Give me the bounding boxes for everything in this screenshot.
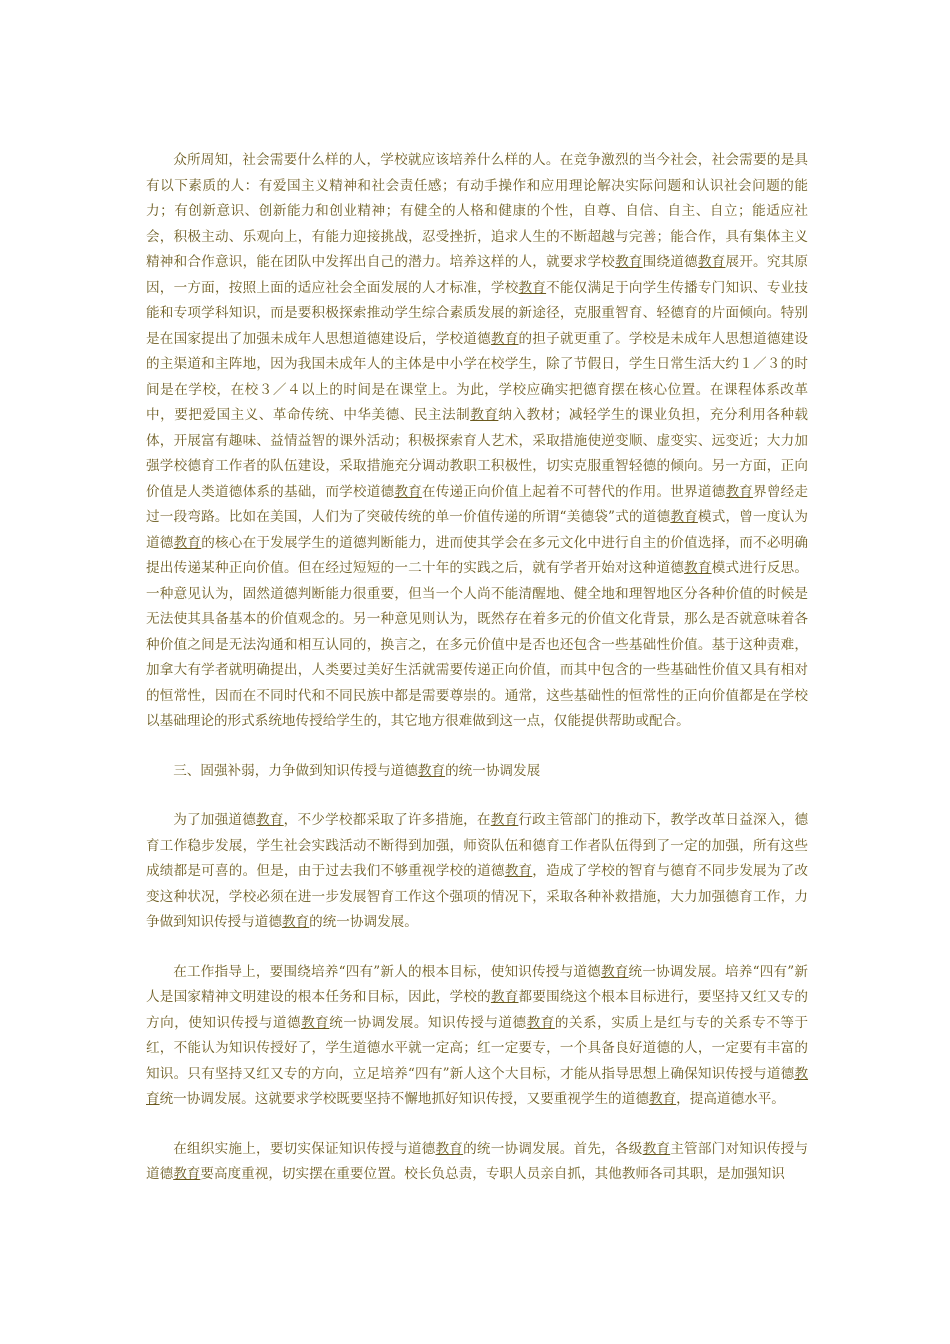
text-run: 统一协调发展。培养“四有”新人是国家精神文明建设的根本任务和目标，因此，学校的: [146, 963, 809, 1005]
text-run: 展开。究其原因，一方面，按照上面的适应社会全面发展的人才标准，学校: [146, 254, 809, 296]
text-run: 在组织实施上，要切实保证知识传授与道德: [173, 1140, 436, 1157]
keyword-link[interactable]: 教育: [470, 407, 499, 423]
keyword-link[interactable]: 教育: [490, 330, 519, 347]
keyword-link[interactable]: 教育: [600, 963, 629, 980]
keyword-link[interactable]: 教育: [301, 1014, 330, 1031]
paragraph: [146, 960, 808, 1113]
keyword-link[interactable]: 教育: [173, 1166, 201, 1182]
text-run: 众所周知，社会需要什么样的人，学校就应该培养什么样的人。在竞争激烈的当今社会，社会需要的是具有以下素质的人：有爱国主义精神和社会责任感；有动手操作和应用理论解决实际问题和认识社会问题的能力；有创新意识、创新能力和创业精神；有健全的人格和健康的个性，自尊、自信、自主、自立；能适应社会，积极主动、乐观向上，有能力迎接挑战，忍受挫折，追求人生的不断超越与完善；能合作，具有集体主义精神和合作意识，能在团队中发挥出自己的潜力。培养这样的人，就要求学校: [146, 152, 808, 270]
paragraph-gap: [146, 735, 808, 759]
paragraph: [146, 1137, 808, 1188]
keyword-link[interactable]: 教育: [490, 989, 519, 1005]
text-run: 为了加强道德: [173, 812, 257, 828]
keyword-link[interactable]: 教育: [615, 254, 643, 270]
text-run: ，不少学校都采取了许多措施，在: [283, 812, 491, 828]
text-run: 要高度重视，切实摆在重要位置。校长负总责，专职人员亲自抓，其他教师各司其职，是加强知识: [200, 1166, 785, 1182]
keyword-link[interactable]: 教育: [435, 1140, 464, 1157]
text-run: 的统一协调发展。: [309, 914, 418, 930]
text-run: 的关系，实质上是红与专的关系专不等于红，不能认为知识传授好了，学生道德水平就一定高；红一定要专，一个具备良好道德的人，一定要有丰富的知识。只有坚持又红又专的方向，立足培养“四有”新人这个大目标，才能从指导思想上确保知识传授与道德: [146, 1014, 809, 1082]
text-run: 在工作指导上，要围绕培养“四有”新人的根本目标，使知识传授与道德: [173, 963, 601, 980]
text-run: 的统一协调发展: [445, 762, 541, 779]
keyword-link[interactable]: 教育: [146, 1065, 808, 1107]
text-run: 统一协调发展。这就要求学校既要坚持不懈地抓好知识传授，又要重视学生的道德: [159, 1091, 649, 1107]
keyword-link[interactable]: 教育: [417, 762, 446, 779]
keyword-link[interactable]: 教育: [281, 914, 310, 930]
keyword-link[interactable]: 教育: [684, 560, 712, 576]
section-heading: [146, 759, 808, 785]
text-run: 统一协调发展。知识传授与道德: [329, 1014, 527, 1031]
paragraph: [146, 148, 808, 735]
keyword-link[interactable]: 教育: [526, 1014, 555, 1031]
text-run: 模式，曾一度认为道德: [146, 509, 809, 551]
keyword-link[interactable]: 教育: [256, 812, 284, 828]
keyword-link[interactable]: 教育: [518, 279, 547, 296]
text-run: 在传递正向价值上起着不可替代的作用。世界道德: [421, 483, 726, 500]
text-run: 模式进行反思。一种意见认为，固然道德判断能力很重要，但当一个人尚不能清醒地、健全地和理智地区分各种价值的时候是无法使其具备基本的价值观念的。另一种意见则认为，既然存在着多元的价值文化背景，那么是否就意味着各种价值之间是无法沟通和相互认同的，换言之，在多元价值中是否也还包含一些基础性价值。基于这种责难，加拿大有学者就明确提出，人类要过美好生活就需要传递正向价值，而其中包含的一些基础性价值又具有相对的恒常性，因而在不同时代和不同民族中都是需要尊崇的。通常，这些基础性的恒常性的正向价值都是在学校以基础理论的形式系统地传授给学生的，其它地方很难做到这一点，仅能提供帮助或配合。: [146, 560, 809, 729]
text-run: 都要围绕这个根本目标进行，要坚持又红又专的方向，使知识传授与道德: [146, 989, 809, 1031]
text-run: ，提高道德水平。: [676, 1091, 785, 1107]
keyword-link[interactable]: 教育: [697, 254, 726, 270]
text-run: 纳入教材；减轻学生的课业负担，充分利用各种载体，开展富有趣味、益情益智的课外活动；积极探索育人艺术，采取措施使逆变顺、虚变实、远变近；大力加强学校德育工作者的队伍建设，采取措施充分调动教职工积极性，切实克服重智轻德的倾向。另一方面，正向价值是人类道德体系的基础，而学校道德: [146, 407, 809, 500]
text-run: 三、固强补弱，力争做到知识传授与道德: [173, 762, 418, 779]
text-run: 行政主管部门的推动下，教学改革日益深入，德育工作稳步发展，学生社会实践活动不断得到加强，师资队伍和德育工作者队伍得到了一定的加强，所有这些成绩都是可喜的。但是，由于过去我们不够重视学校的道德: [146, 812, 809, 879]
paragraph: [146, 808, 808, 936]
paragraph-gap: [146, 784, 808, 808]
keyword-link[interactable]: 教育: [173, 534, 202, 551]
text-run: 的统一协调发展。首先，各级: [463, 1140, 643, 1157]
text-run: 围绕道德: [642, 254, 698, 270]
document-body: [146, 148, 808, 1188]
paragraph-gap: [146, 936, 808, 960]
text-run: 不能仅满足于向学生传播专门知识、专业技能和专项学科知识，而是要积极探索推动学生综合素质发展的新途径，克服重智育、轻德育的片面倾向。特别是在国家提出了加强未成年人思想道德建设后，学校道德: [146, 279, 809, 347]
keyword-link[interactable]: 教育: [725, 483, 754, 500]
text-run: ，造成了学校的智育与德育不同步发展为了改变这种状况，学校必须在进一步发展智育工作这个强项的情况下，采取各种补救措施，大力加强德育工作，力争做到知识传授与道德: [146, 863, 809, 930]
keyword-link[interactable]: 教育: [490, 812, 519, 828]
text-run: 主管部门对知识传授与道德: [146, 1140, 809, 1182]
keyword-link[interactable]: 教育: [642, 1140, 671, 1157]
paragraph-gap: [146, 1113, 808, 1137]
text-run: 界曾经走过一段弯路。比如在美国，人们为了突破传统的单一价值传递的所谓“美德袋”式的道德: [146, 483, 809, 525]
keyword-link[interactable]: 教育: [504, 863, 533, 879]
text-run: 的核心在于发展学生的道德判断能力，进而使其学会在多元文化中进行自主的价值选择，而不必明确提出传递某种正向价值。但在经过短短的一二十年的实践之后，就有学者开始对这种道德: [146, 534, 809, 576]
keyword-link[interactable]: 教育: [648, 1091, 677, 1107]
keyword-link[interactable]: 教育: [394, 483, 422, 500]
text-run: 的担子就更重了。学校是未成年人思想道德建设的主渠道和主阵地，因为我国未成年人的主体是中小学在校学生，除了节假日，学生日常生活大约１／３的时间是在学校，在校３／４以上的时间是在课堂上。为此，学校应确实把德育摆在核心位置。在课程体系改革中，要把爱国主义、革命传统、中华美德、民主法制: [146, 330, 809, 423]
keyword-link[interactable]: 教育: [670, 509, 698, 525]
